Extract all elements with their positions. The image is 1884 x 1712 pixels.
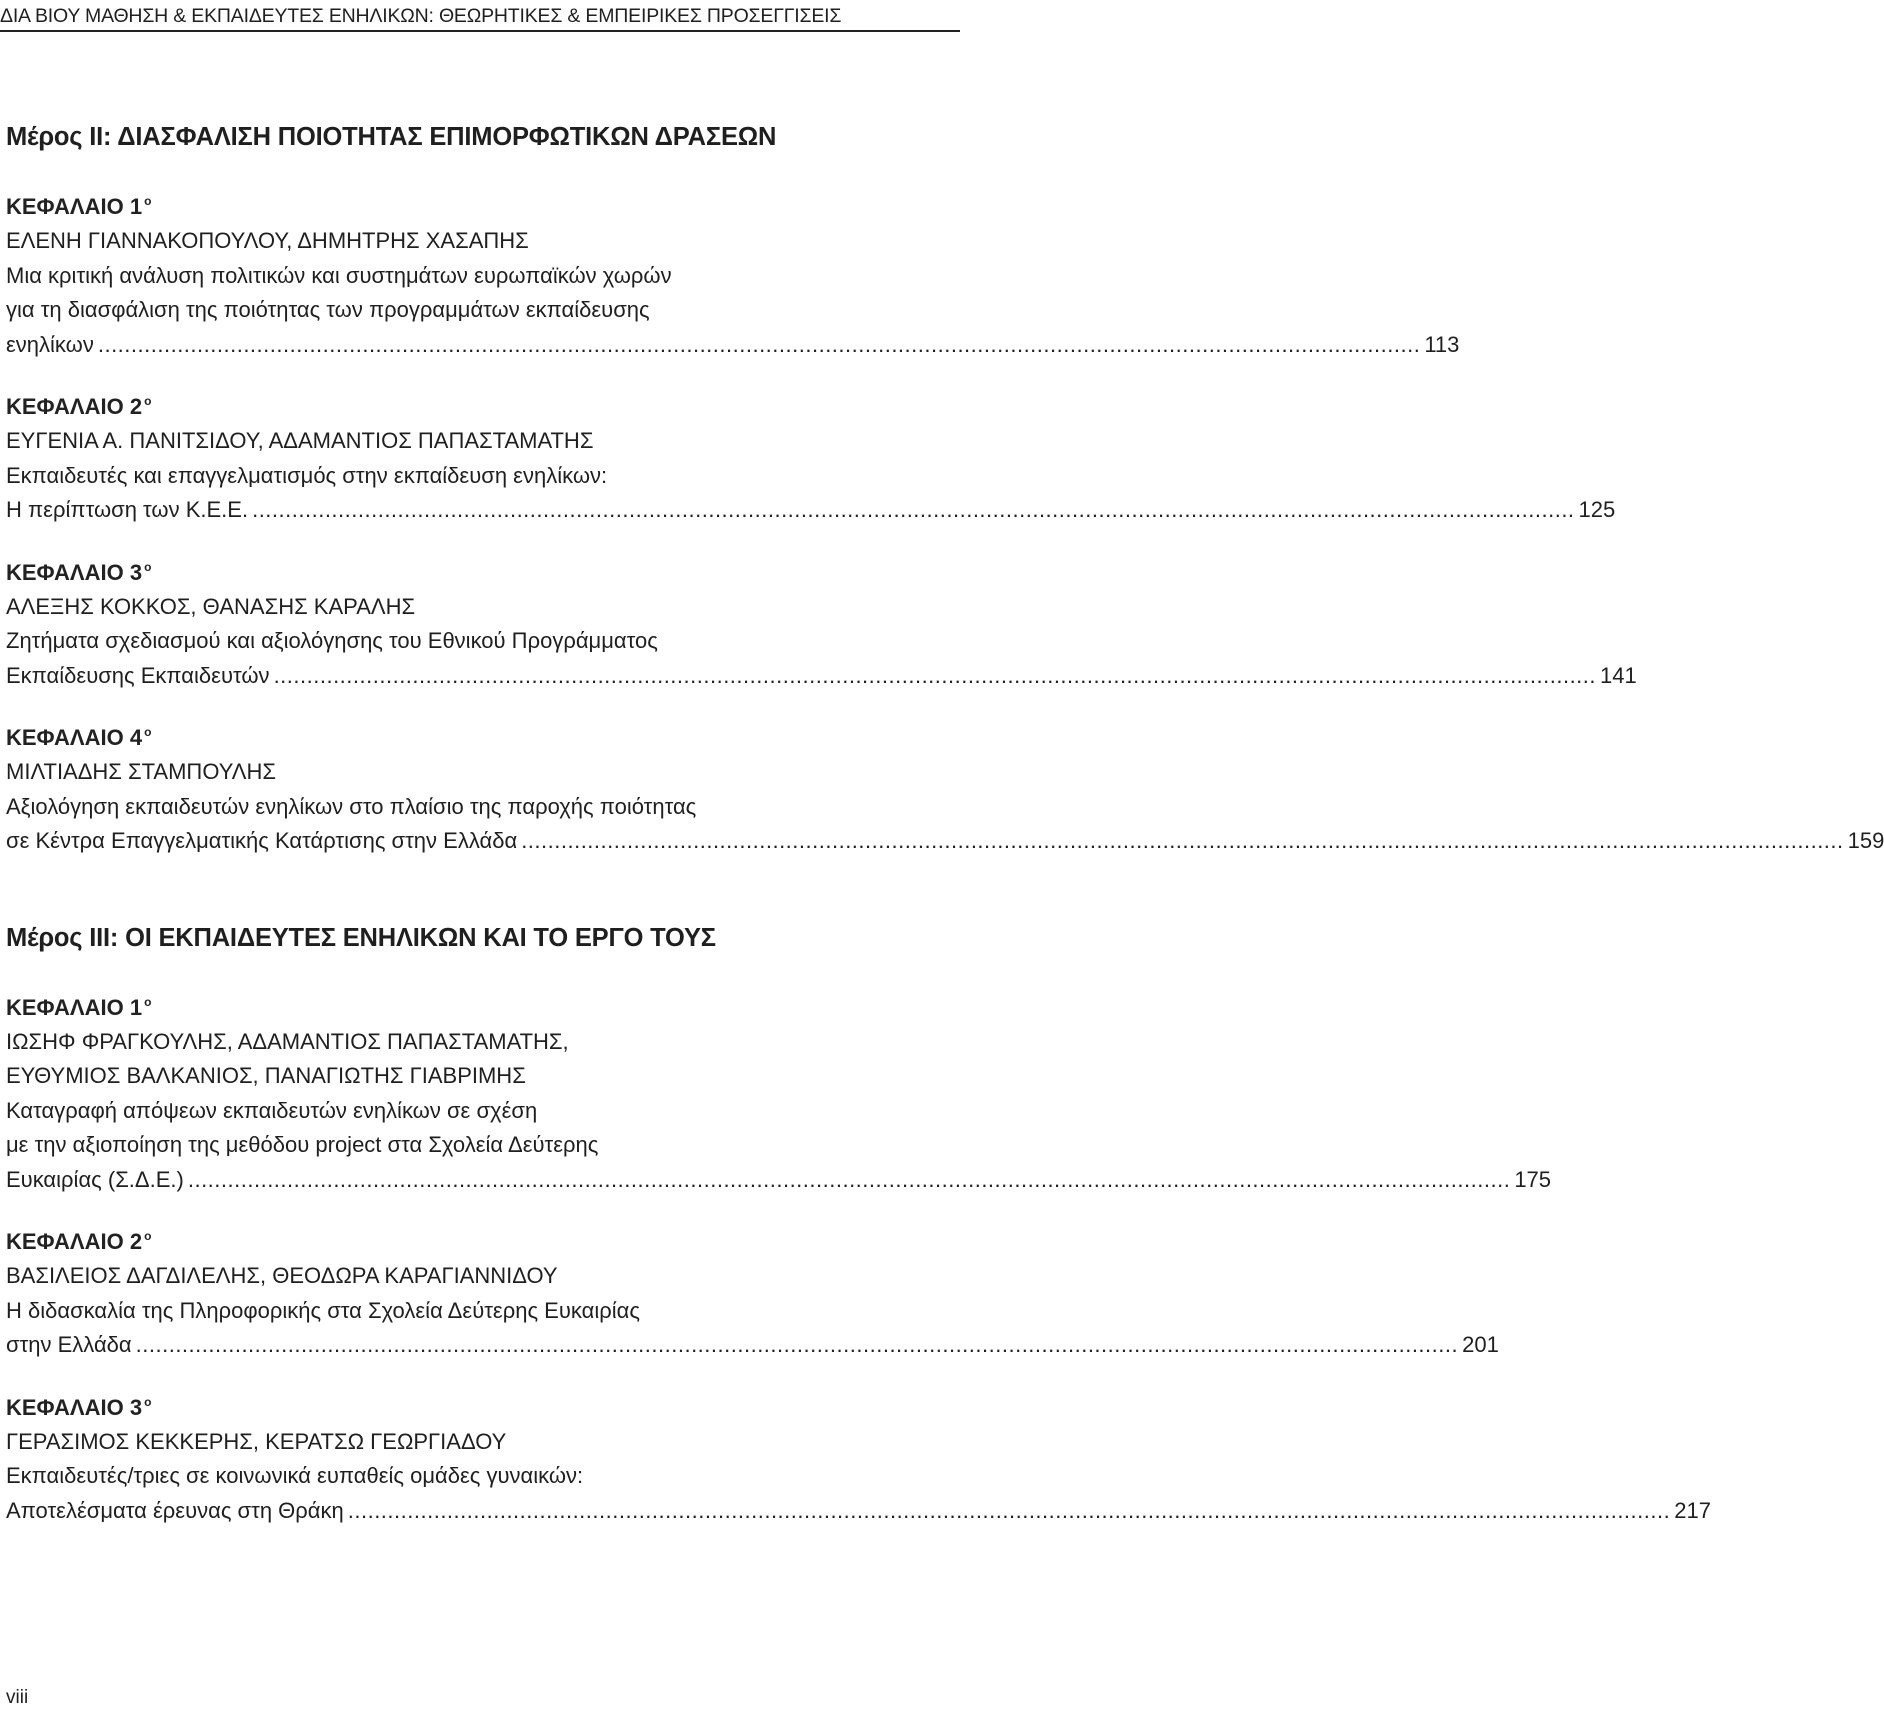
chapter-label <box>6 985 954 1025</box>
chapter-title-last-line <box>6 1494 1711 1529</box>
page-ref: 113 <box>1424 331 1460 357</box>
page-ref: 159 <box>1847 828 1884 853</box>
chapter-title-line: με την αξιοποίηση της μεθόδου project στα Σχολεία Δεύτερης <box>6 1132 599 1157</box>
table-of-contents <box>6 120 1884 1550</box>
leader-dots: ........................................................................................................................................................................................................ <box>187 1166 1511 1192</box>
toc-entry <box>6 1385 1711 1529</box>
leader-dots: ........................................................................................................................................................................................................ <box>521 828 1844 853</box>
chapter-label-text: ΚΕΦΑΛΑΙΟ 1 <box>6 994 143 1020</box>
chapter-title-text: Ευκαιρίας (Σ.Δ.Ε.) <box>6 1166 184 1192</box>
toc-entry <box>6 384 1616 528</box>
running-header-title: ΔΙΑ ΒΙΟΥ ΜΑΘΗΣΗ & ΕΚΠΑΙΔΕΥΤΕΣ ΕΝΗΛΙΚΩΝ: ΘΕΩΡΗΤΙΚΕΣ & ΕΜΠΕΙΡΙΚΕΣ ΠΡΟΣΕΓΓΙΣΕΙΣ <box>0 5 842 27</box>
chapter-title-text: στην Ελλάδα <box>6 1332 132 1357</box>
chapter-ordinal: ο <box>144 725 152 739</box>
chapter-label-text: ΚΕΦΑΛΑΙΟ 1 <box>6 194 143 219</box>
chapter-ordinal: ο <box>144 1229 152 1243</box>
chapter-label-text: ΚΕΦΑΛΑΙΟ 3 <box>6 1394 143 1420</box>
chapter-title-line: Καταγραφή απόψεων εκπαιδευτών ενηλίκων σε σχέση <box>6 1097 538 1123</box>
chapter-label-text: ΚΕΦΑΛΑΙΟ 2 <box>6 394 143 419</box>
chapter-title-line: Ζητήματα σχεδιασμού και αξιολόγησης του Εθνικού Προγράμματος <box>6 628 658 653</box>
chapter-title-line: Μια κριτική ανάλυση πολιτικών και συστημάτων ευρωπαϊκών χωρών <box>6 262 672 288</box>
chapter-title-last-line <box>6 1163 1552 1198</box>
page-number: viii <box>6 1687 29 1708</box>
page-ref: 141 <box>1600 662 1637 688</box>
chapter-title-line: Εκπαιδευτές και επαγγελματισμός στην εκπαίδευση ενηλίκων: <box>6 462 608 488</box>
page-ref: 217 <box>1674 1497 1711 1523</box>
chapter-label-text: ΚΕΦΑΛΑΙΟ 4 <box>6 725 143 750</box>
chapter-label <box>6 184 954 224</box>
toc-entry <box>6 985 1552 1198</box>
chapter-label <box>6 384 954 424</box>
page-ref: 125 <box>1578 497 1616 522</box>
chapter-title-text: σε Κέντρα Επαγγελματικής Κατάρτισης στην Ελλάδα <box>6 828 518 853</box>
chapter-authors: ΕΥΓΕΝΙΑ Α. ΠΑΝΙΤΣΙΔΟΥ, ΑΔΑΜΑΝΤΙΟΣ ΠΑΠΑΣΤΑΜΑΤΗΣ <box>6 428 594 453</box>
chapter-title-line: Εκπαιδευτές/τριες σε κοινωνικά ευπαθείς ομάδες γυναικών: <box>6 1463 584 1488</box>
chapter-authors: ΕΛΕΝΗ ΓΙΑΝΝΑΚΟΠΟΥΛΟΥ, ΔΗΜΗΤΡΗΣ ΧΑΣΑΠΗΣ <box>6 228 529 253</box>
chapter-title-last-line <box>6 659 1637 694</box>
part-2-chapter-list <box>6 184 1884 859</box>
chapter-ordinal: ο <box>144 559 152 574</box>
chapter-ordinal: ο <box>144 394 152 408</box>
chapter-title-line: για τη διασφάλιση της ποιότητας των προγραμμάτων εκπαίδευσης <box>6 297 650 322</box>
part-2-title: Μέρος ΙΙ: ΔΙΑΣΦΑΛΙΣΗ ΠΟΙΟΤΗΤΑΣ ΕΠΙΜΟΡΦΩΤΙΚΩΝ ΔΡΑΣΕΩΝ <box>6 123 777 151</box>
chapter-title-last-line <box>6 328 1460 363</box>
leader-dots: ........................................................................................................................................................................................................ <box>347 1497 1671 1523</box>
chapter-title-line: Αξιολόγηση εκπαιδευτών ενηλίκων στο πλαίσιο της παροχής ποιότητας <box>6 793 697 819</box>
toc-entry <box>6 715 1884 859</box>
page-ref: 201 <box>1462 1332 1499 1357</box>
chapter-label <box>6 715 954 755</box>
chapter-authors: ΙΩΣΗΦ ΦΡΑΓΚΟΥΛΗΣ, ΑΔΑΜΑΝΤΙΟΣ ΠΑΠΑΣΤΑΜΑΤΗΣ, <box>6 1028 569 1054</box>
chapter-authors: ΕΥΘΥΜΙΟΣ ΒΑΛΚΑΝΙΟΣ, ΠΑΝΑΓΙΩΤΗΣ ΓΙΑΒΡΙΜΗΣ <box>6 1063 526 1088</box>
chapter-title-line: Η διδασκαλία της Πληροφορικής στα Σχολεία Δεύτερης Ευκαιρίας <box>6 1297 640 1323</box>
chapter-label-text: ΚΕΦΑΛΑΙΟ 3 <box>6 559 143 585</box>
chapter-authors: ΒΑΣΙΛΕΙΟΣ ΔΑΓΔΙΛΕΛΗΣ, ΘΕΟΔΩΡΑ ΚΑΡΑΓΙΑΝΝΙΔΟΥ <box>6 1263 558 1288</box>
leader-dots: ........................................................................................................................................................................................................ <box>97 331 1421 357</box>
chapter-label <box>6 1219 954 1259</box>
part-2-section <box>6 120 1884 859</box>
chapter-authors: ΑΛΕΞΗΣ ΚΟΚΚΟΣ, ΘΑΝΑΣΗΣ ΚΑΡΑΛΗΣ <box>6 593 416 619</box>
page-ref: 175 <box>1514 1166 1552 1192</box>
chapter-title-last-line <box>6 824 1884 859</box>
leader-dots: ........................................................................................................................................................................................................ <box>135 1332 1459 1357</box>
chapter-title-text: ενηλίκων <box>6 331 94 357</box>
leader-dots: ........................................................................................................................................................................................................ <box>273 662 1597 688</box>
chapter-ordinal: ο <box>144 194 152 208</box>
chapter-label <box>6 1385 954 1425</box>
chapter-label-text: ΚΕΦΑΛΑΙΟ 2 <box>6 1229 143 1254</box>
toc-entry <box>6 1219 1499 1363</box>
chapter-title-last-line <box>6 493 1616 528</box>
leader-dots: ........................................................................................................................................................................................................ <box>252 497 1575 522</box>
toc-entry <box>6 550 1637 694</box>
running-header <box>0 0 960 32</box>
part-3-title: Μέρος ΙΙΙ: ΟΙ ΕΚΠΑΙΔΕΥΤΕΣ ΕΝΗΛΙΚΩΝ ΚΑΙ ΤΟ ΕΡΓΟ ΤΟΥΣ <box>6 923 716 952</box>
toc-entry <box>6 184 1460 362</box>
chapter-ordinal: ο <box>144 994 152 1009</box>
part-3-section <box>6 921 1711 1529</box>
chapter-title-text: Εκπαίδευσης Εκπαιδευτών <box>6 662 270 688</box>
chapter-ordinal: ο <box>144 1394 152 1409</box>
chapter-title-text: Αποτελέσματα έρευνας στη Θράκη <box>6 1497 344 1523</box>
chapter-authors: ΜΙΛΤΙΑΔΗΣ ΣΤΑΜΠΟΥΛΗΣ <box>6 759 276 784</box>
chapter-title-text: Η περίπτωση των Κ.Ε.Ε. <box>6 497 249 522</box>
part-3-chapter-list <box>6 985 1711 1529</box>
chapter-title-last-line <box>6 1328 1499 1363</box>
chapter-authors: ΓΕΡΑΣΙΜΟΣ ΚΕΚΚΕΡΗΣ, ΚΕΡΑΤΣΩ ΓΕΩΡΓΙΑΔΟΥ <box>6 1428 507 1454</box>
chapter-label <box>6 550 954 590</box>
